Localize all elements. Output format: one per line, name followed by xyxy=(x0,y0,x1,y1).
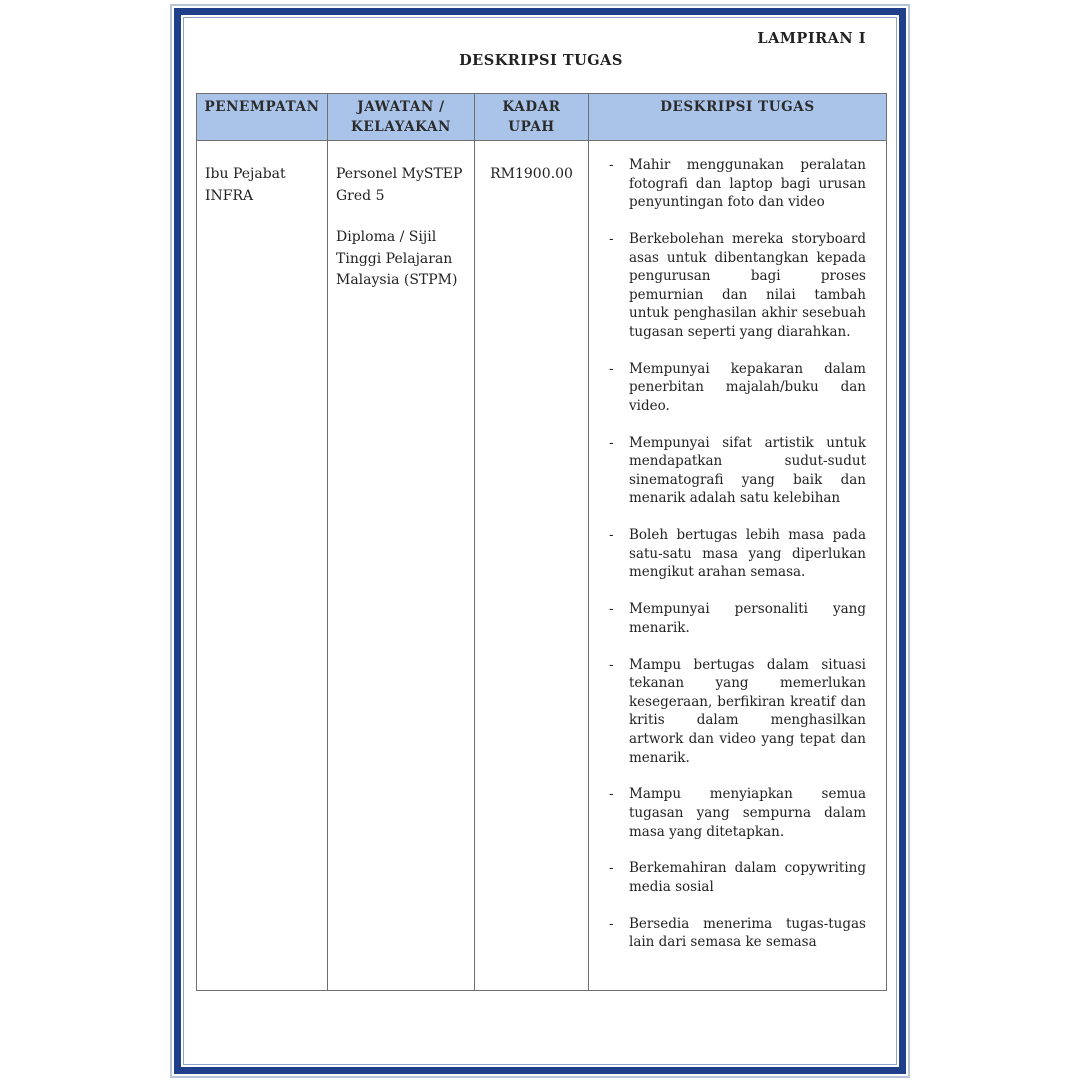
kelayakan-text: Diploma / Sijil Tinggi Pelajaran Malaysia (STPM) xyxy=(336,229,458,288)
column-header-jawatan-kelayakan: JAWATAN / KELAYAKAN xyxy=(328,94,475,141)
list-item: - Mempunyai kepakaran dalam penerbitan majalah/buku dan video. xyxy=(597,360,878,416)
column-header-penempatan: PENEMPATAN xyxy=(197,94,328,141)
kadar-upah-value: RM1900.00 xyxy=(490,166,573,182)
list-item: - Mempunyai sifat artistik untuk mendapatkan sudut-sudut sinematografi yang baik dan menarik adalah satu kelebihan xyxy=(597,434,878,508)
cell-deskripsi-tugas xyxy=(589,141,887,991)
job-description-table xyxy=(196,93,887,991)
table-header-row xyxy=(197,94,887,141)
list-item: - Mahir menggunakan peralatan fotografi dan laptop bagi urusan penyuntingan foto dan video xyxy=(597,156,878,212)
column-header-deskripsi-tugas: DESKRIPSI TUGAS xyxy=(589,94,887,141)
table-row xyxy=(197,141,887,991)
document-title: DESKRIPSI TUGAS xyxy=(459,52,623,69)
penempatan-text: Ibu Pejabat INFRA xyxy=(205,166,286,204)
duty-list xyxy=(597,156,878,952)
list-item: - Boleh bertugas lebih masa pada satu-satu masa yang diperlukan mengikut arahan semasa. xyxy=(597,526,878,582)
column-header-kadar-upah: KADAR UPAH xyxy=(475,94,589,141)
jawatan-text: Personel MySTEP Gred 5 xyxy=(336,166,463,204)
cell-jawatan-kelayakan xyxy=(328,141,475,991)
lampiran-label: LAMPIRAN I xyxy=(757,30,866,47)
list-item: - Berkemahiran dalam copywriting media sosial xyxy=(597,859,878,896)
list-item: - Mampu menyiapkan semua tugasan yang sempurna dalam masa yang ditetapkan. xyxy=(597,785,878,841)
list-item: - Mempunyai personaliti yang menarik. xyxy=(597,600,878,637)
list-item: - Mampu bertugas dalam situasi tekanan yang memerlukan kesegeraan, berfikiran kreatif dan kritis dalam menghasilkan artwork dan video yang tepat dan menarik. xyxy=(597,656,878,768)
list-item: - Bersedia menerima tugas-tugas lain dari semasa ke semasa xyxy=(597,915,878,952)
cell-kadar-upah xyxy=(475,141,589,991)
list-item: - Berkebolehan mereka storyboard asas untuk dibentangkan kepada pengurusan bagi proses pemurnian dan nilai tambah untuk penghasilan akhir sesebuah tugasan seperti yang diarahkan. xyxy=(597,230,878,342)
cell-penempatan xyxy=(197,141,328,991)
